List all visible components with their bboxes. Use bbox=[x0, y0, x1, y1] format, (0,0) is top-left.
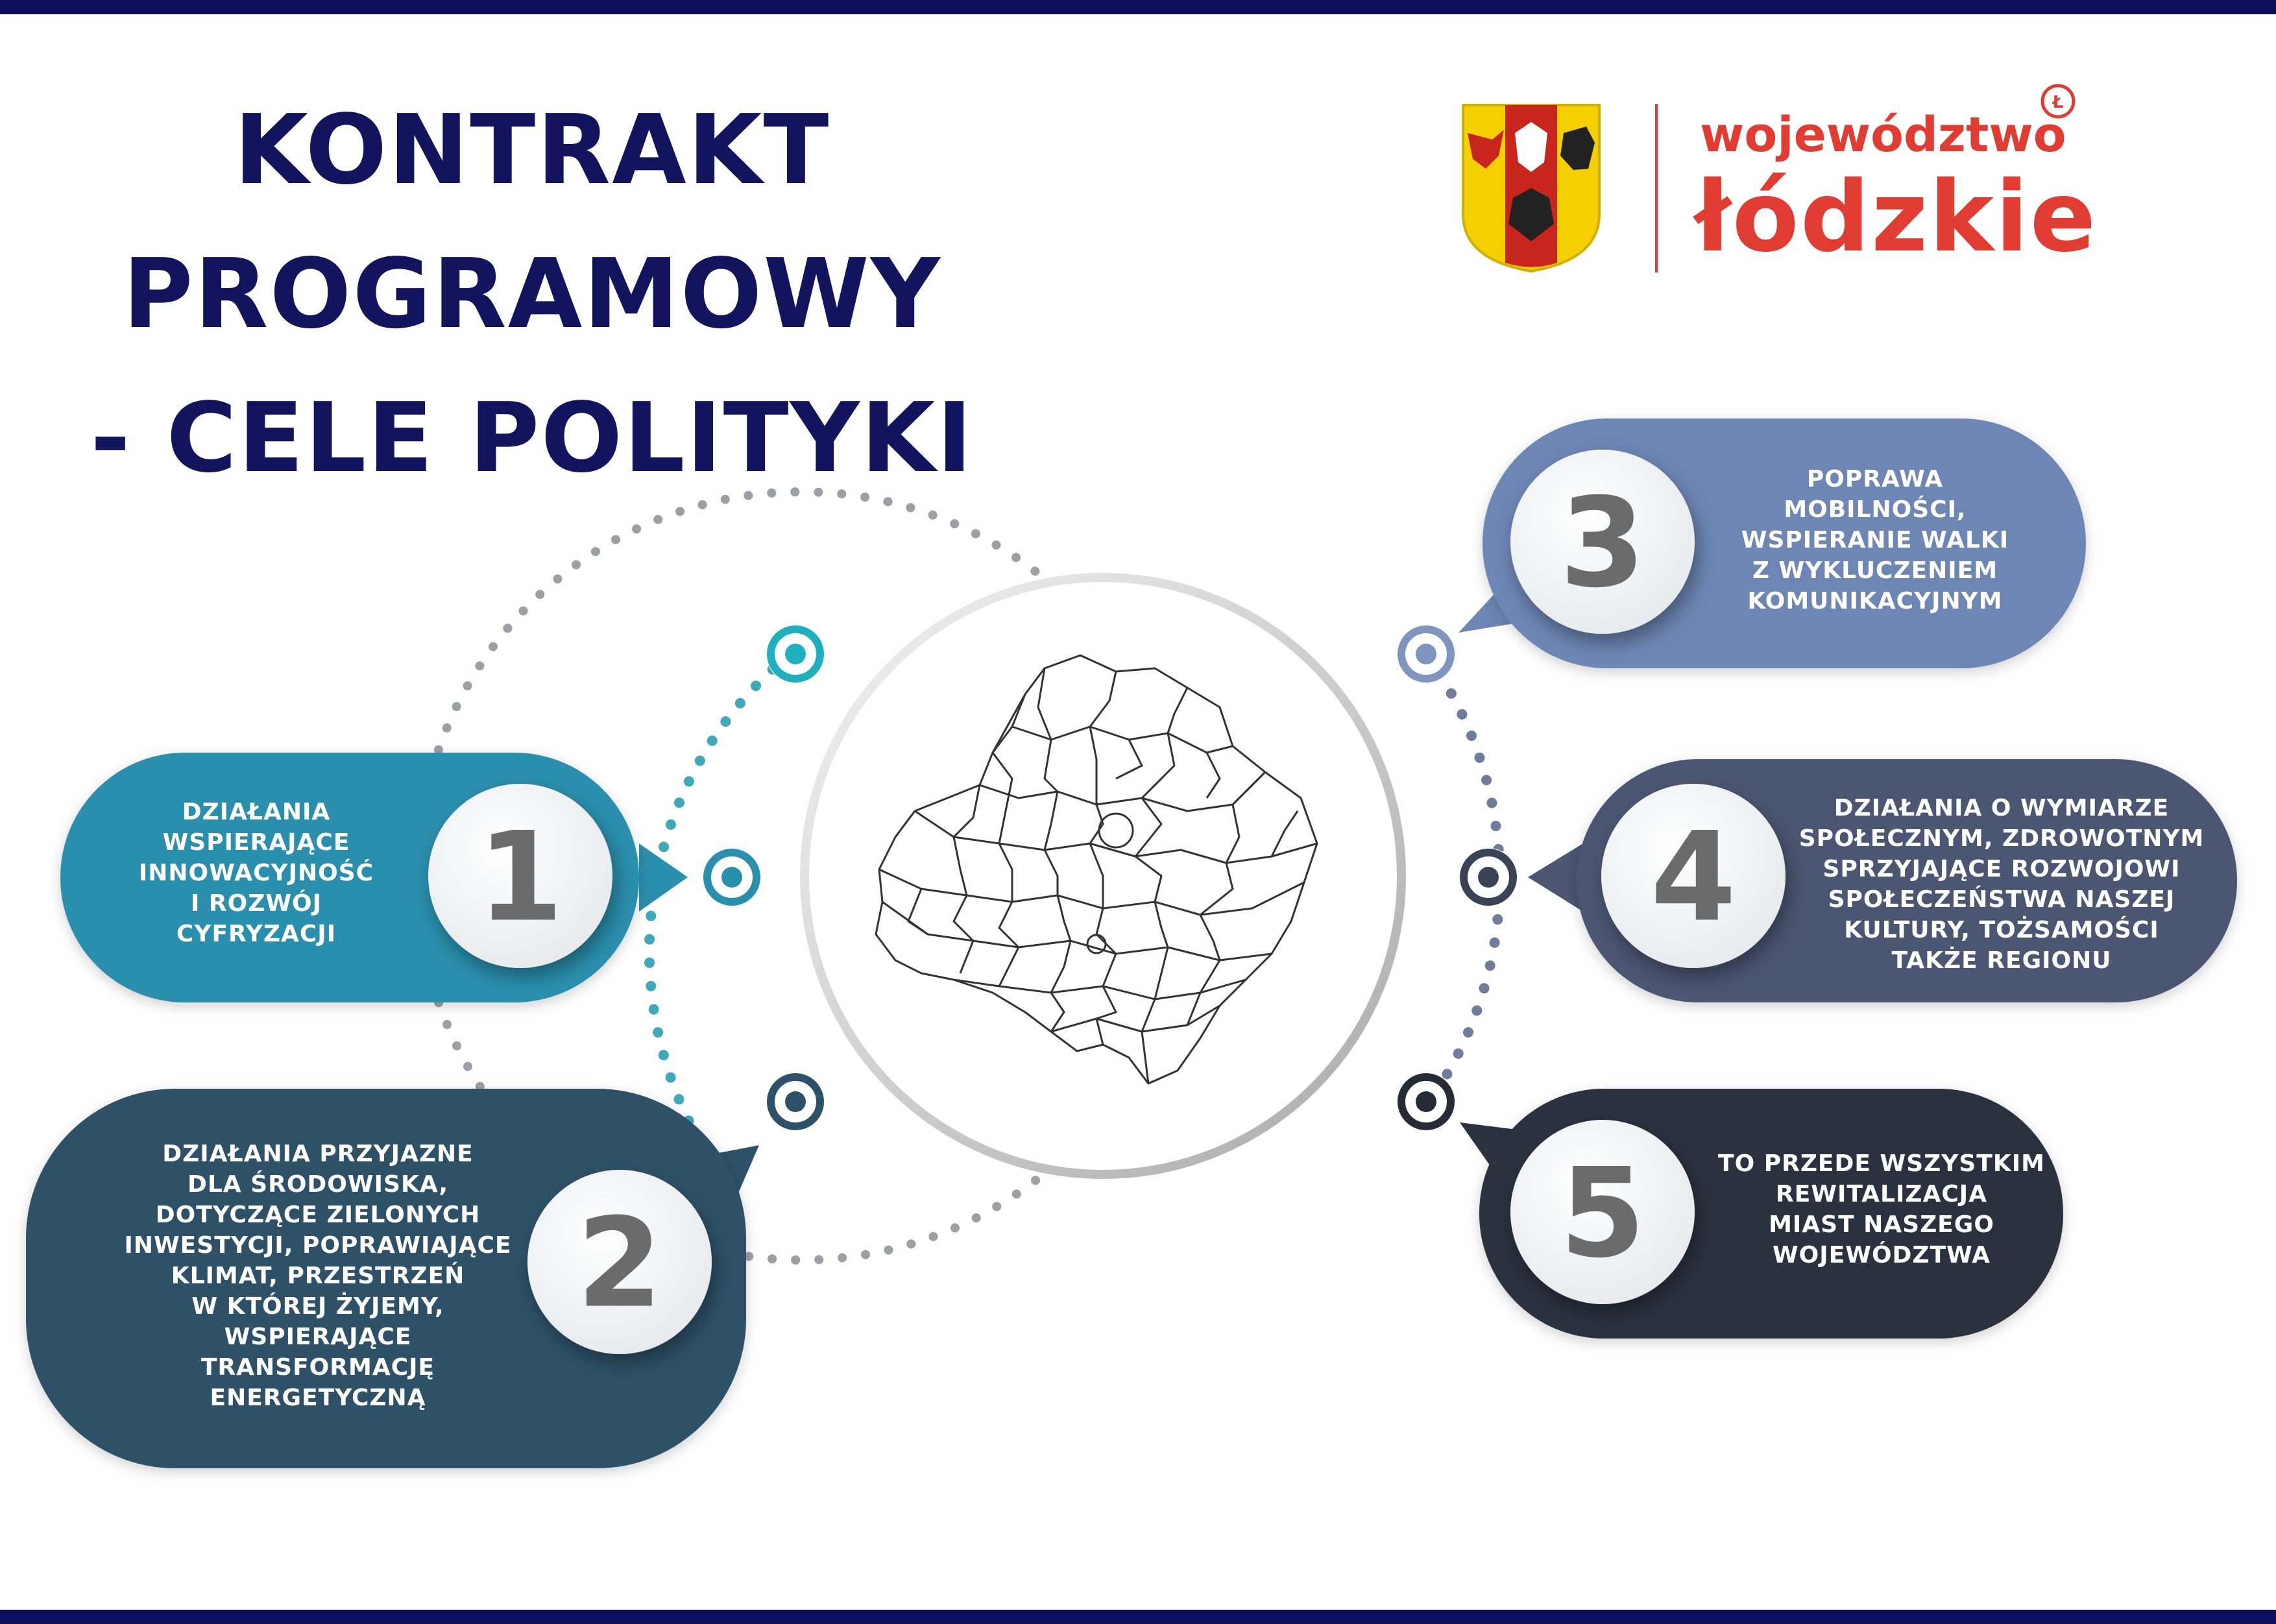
goal-2-line: KLIMAT, PRZESTRZEŃ bbox=[171, 1263, 465, 1289]
orbit-marker-1 bbox=[703, 848, 761, 906]
goal-4-line: SPOŁECZEŃSTWA NASZEJ bbox=[1828, 886, 2175, 913]
goal-3-line: WSPIERANIE WALKI bbox=[1741, 527, 2009, 553]
goal-2-line: WSPIERAJĄCE bbox=[224, 1324, 412, 1350]
goal-2-line: W KTÓREJ ŻYJEMY, bbox=[191, 1293, 444, 1320]
logo-line-2: łódzkie bbox=[1695, 161, 2098, 274]
goal-4-number: 4 bbox=[1650, 805, 1737, 949]
goal-3-line: Z WYKLUCZENIEM bbox=[1752, 557, 1998, 584]
title-line-3: - CELE POLITYKI bbox=[90, 382, 974, 494]
goal-2-line: ENERGETYCZNĄ bbox=[210, 1385, 426, 1411]
goal-3-line: POPRAWA bbox=[1806, 466, 1944, 492]
goal-2-number: 2 bbox=[576, 1191, 663, 1335]
goal-4-line: SPRZYJAJĄCE ROZWOJOWI bbox=[1822, 856, 2181, 882]
goal-4-line: KULTURY, TOŻSAMOŚCI bbox=[1844, 917, 2159, 943]
goal-5-line: TO PRZEDE WSZYSTKIM bbox=[1718, 1150, 2045, 1177]
goal-5-number: 5 bbox=[1559, 1141, 1646, 1285]
goal-3-line: MOBILNOŚCI, bbox=[1784, 496, 1967, 523]
goal-5-line: MIAST NASZEGO bbox=[1769, 1211, 1994, 1238]
goal-4-text bbox=[1791, 793, 2212, 976]
goal-5-text bbox=[1710, 1148, 2053, 1270]
goal-1-number: 1 bbox=[477, 805, 564, 949]
goal-2-line: TRANSFORMACJĘ bbox=[200, 1354, 435, 1381]
goal-1-text bbox=[120, 797, 393, 949]
goal-4-line: SPOŁECZNYM, ZDROWOTNYM bbox=[1798, 825, 2205, 852]
goal-4-line: DZIAŁANIA O WYMIARZE bbox=[1834, 795, 2170, 821]
goal-2-line: DZIAŁANIA PRZYJAZNE bbox=[162, 1141, 474, 1167]
orbit-marker-2 bbox=[766, 1073, 825, 1131]
orbit-marker-5 bbox=[1397, 1073, 1455, 1131]
goal-4-line: TAKŻE REGIONU bbox=[1891, 947, 2112, 974]
coat-of-arms-icon bbox=[1463, 105, 1599, 271]
goal-5-line: REWITALIZACJA bbox=[1775, 1181, 1987, 1207]
goal-2-text bbox=[107, 1139, 529, 1413]
goal-1-line: INNOWACYJNOŚĆ bbox=[138, 860, 374, 886]
title-line-1: KONTRAKT bbox=[234, 94, 830, 206]
goal-2-line: DLA ŚRODOWISKA, bbox=[187, 1171, 449, 1198]
goal-3-text bbox=[1713, 464, 2037, 616]
orbit-marker-1-top bbox=[766, 625, 825, 683]
goal-1-line: I ROZWÓJ bbox=[190, 890, 322, 917]
title-line-2: PROGRAMOWY bbox=[123, 238, 941, 350]
orbit-marker-3 bbox=[1397, 625, 1455, 683]
goal-2-line: DOTYCZĄCE ZIELONYCH bbox=[155, 1202, 481, 1228]
goal-1-line: WSPIERAJĄCE bbox=[162, 829, 350, 856]
logo-line-1: województwo bbox=[1700, 107, 2066, 163]
orbit-marker-4 bbox=[1459, 848, 1518, 906]
goal-1-line: CYFRYZACJI bbox=[176, 921, 337, 947]
goal-2-line: INWESTYCJI, POPRAWIAJĄCE bbox=[124, 1232, 512, 1259]
goal-1-line: DZIAŁANIA bbox=[182, 799, 331, 825]
goal-5-line: WOJEWÓDZTWA bbox=[1772, 1242, 1991, 1268]
logo-badge-text: Ł bbox=[2052, 93, 2064, 112]
goal-3-line: KOMUNIKACYJNYM bbox=[1747, 588, 2003, 614]
goal-3-number: 3 bbox=[1559, 471, 1646, 615]
